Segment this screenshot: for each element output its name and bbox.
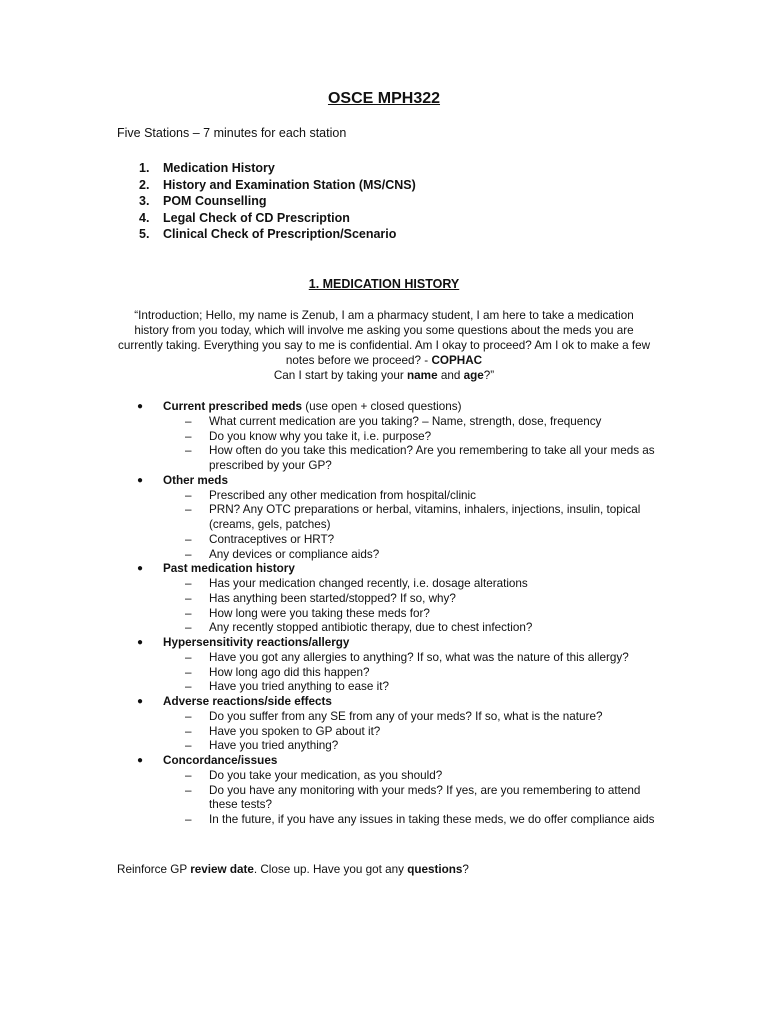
- checklist-question: [137, 784, 667, 814]
- checklist-category: [137, 400, 667, 415]
- category-label: [163, 562, 295, 577]
- category-title: Current prescribed meds: [163, 400, 302, 413]
- checklist-question: [137, 548, 667, 563]
- question-text: How long ago did this happen?: [209, 665, 370, 679]
- intro-script-age: age: [463, 369, 484, 382]
- checklist-question: [137, 769, 667, 784]
- question-text: Do you take your medication, as you should?: [209, 768, 443, 782]
- question-text: Have you spoken to GP about it?: [209, 724, 381, 738]
- closing-questions: questions: [407, 863, 463, 876]
- question-text: How often do you take this medication? Are you remembering to take all your meds as prescribed by your GP?: [209, 444, 655, 472]
- question-text: Any recently stopped antibiotic therapy, due to chest infection?: [209, 621, 533, 635]
- dash-icon: –: [185, 414, 192, 428]
- station-label: Legal Check of CD Prescription: [163, 210, 350, 225]
- question-text: What current medication are you taking? – Name, strength, dose, frequency: [209, 414, 602, 428]
- question-text: Have you got any allergies to anything? If so, what was the nature of this allergy?: [209, 650, 629, 664]
- question-text: Prescribed any other medication from hospital/clinic: [209, 488, 476, 502]
- checklist-question: [137, 577, 667, 592]
- checklist-question: [137, 444, 667, 474]
- category-label: [163, 636, 349, 651]
- checklist-question: [137, 666, 667, 681]
- dash-icon: –: [185, 547, 192, 561]
- checklist-question: [137, 651, 667, 666]
- category-title: Hypersensitivity reactions/allergy: [163, 636, 350, 649]
- question-text: PRN? Any OTC preparations or herbal, vitamins, inhalers, injections, insulin, topical (creams, gels, patches): [209, 503, 641, 531]
- intro-script-and: and: [437, 369, 464, 382]
- station-item: [139, 226, 416, 243]
- checklist-question: [137, 725, 667, 740]
- dash-icon: –: [185, 577, 192, 590]
- dash-icon: –: [185, 621, 192, 635]
- category-title: Other meds: [163, 473, 228, 487]
- station-number: 3.: [139, 194, 150, 208]
- intro-script-end: ?”: [483, 369, 495, 382]
- checklist-category: [137, 695, 667, 710]
- dash-icon: –: [185, 709, 192, 723]
- intro-script-cophac: COPHAC: [431, 354, 483, 367]
- question-text: How long were you taking these meds for?: [209, 606, 430, 620]
- bullet-icon: ●: [137, 755, 144, 766]
- question-text: Any devices or compliance aids?: [209, 547, 380, 561]
- checklist-category: [137, 474, 667, 489]
- section-heading: 1. MEDICATION HISTORY: [308, 277, 460, 291]
- category-label: [163, 474, 228, 489]
- station-item: [139, 193, 416, 210]
- stations-list: [139, 160, 416, 243]
- station-number: 4.: [139, 210, 150, 225]
- category-label: [163, 400, 462, 415]
- stations-intro: Five Stations – 7 minutes for each station: [117, 126, 347, 140]
- question-text: Have you tried anything to ease it?: [209, 680, 389, 694]
- dash-icon: –: [185, 532, 192, 546]
- checklist-question: [137, 710, 667, 725]
- checklist-question: [137, 430, 667, 445]
- checklist-question: [137, 533, 667, 548]
- medication-history-checklist: [137, 400, 667, 828]
- category-title: Adverse reactions/side effects: [163, 695, 332, 708]
- introduction-script: [117, 308, 651, 383]
- checklist-category: [137, 636, 667, 651]
- checklist-question: [137, 592, 667, 607]
- category-label: [163, 754, 277, 769]
- dash-icon: –: [185, 768, 192, 782]
- station-number: 5.: [139, 227, 150, 241]
- dash-icon: –: [185, 591, 192, 605]
- dash-icon: –: [185, 606, 192, 620]
- bullet-icon: ●: [137, 637, 144, 648]
- dash-icon: –: [185, 503, 192, 517]
- bullet-icon: ●: [137, 563, 144, 575]
- checklist-question: [137, 621, 667, 636]
- checklist-category: [137, 754, 667, 769]
- intro-script-name: name: [407, 369, 438, 382]
- question-text: Do you have any monitoring with your meds? If yes, are you remembering to attend these tests?: [209, 783, 641, 812]
- bullet-icon: ●: [137, 696, 144, 707]
- category-title: Past medication history: [163, 562, 295, 576]
- station-item: [139, 177, 416, 194]
- closing-text-a: Reinforce GP: [117, 863, 191, 876]
- checklist-category: [137, 562, 667, 577]
- checklist-question: [137, 739, 667, 754]
- closing-review-date: review date: [190, 863, 254, 876]
- category-title: Concordance/issues: [163, 754, 278, 767]
- checklist-question: [137, 813, 667, 828]
- question-text: Do you know why you take it, i.e. purpose?: [209, 429, 432, 443]
- question-text: Do you suffer from any SE from any of your meds? If so, what is the nature?: [209, 709, 603, 723]
- dash-icon: –: [185, 680, 192, 694]
- dash-icon: –: [185, 488, 192, 502]
- checklist-question: [137, 680, 667, 695]
- intro-script-text: “Introduction; Hello, my name is Zenub, I am a pharmacy student, I am here to take a medication history from you today, which will involve me asking you some questions about the meds you are currently taking. Everything you say to me is confidential. Am I okay to proceed? Am I ok to make a few notes before we proceed? -: [117, 309, 651, 367]
- dash-icon: –: [185, 650, 192, 664]
- question-text: Have you tried anything?: [209, 739, 339, 753]
- station-label: Medication History: [163, 161, 275, 175]
- station-label: History and Examination Station (MS/CNS): [163, 177, 416, 192]
- dash-icon: –: [185, 813, 192, 826]
- checklist-question: [137, 489, 667, 504]
- dash-icon: –: [185, 724, 192, 738]
- question-text: In the future, if you have any issues in taking these meds, we do offer compliance aids: [209, 813, 655, 826]
- checklist-question: [137, 607, 667, 622]
- category-note: (use open + closed questions): [302, 400, 462, 413]
- station-label: POM Counselling: [163, 194, 267, 208]
- checklist-question: [137, 503, 667, 533]
- closing-note: [117, 863, 469, 876]
- dash-icon: –: [185, 444, 192, 458]
- dash-icon: –: [185, 739, 192, 753]
- category-label: [163, 695, 332, 710]
- station-number: 1.: [139, 161, 150, 175]
- bullet-icon: ●: [137, 401, 144, 412]
- closing-text-c: . Close up. Have you got any: [253, 863, 408, 876]
- station-item: [139, 160, 416, 177]
- station-item: [139, 210, 416, 227]
- checklist-question: [137, 415, 667, 430]
- dash-icon: –: [185, 665, 192, 679]
- station-number: 2.: [139, 177, 150, 192]
- intro-script-line2: Can I start by taking your: [273, 369, 408, 382]
- document-title: OSCE MPH322: [327, 90, 441, 107]
- dash-icon: –: [185, 783, 192, 797]
- bullet-icon: ●: [137, 474, 144, 486]
- closing-text-e: ?: [462, 863, 469, 876]
- question-text: Has anything been started/stopped? If so, why?: [209, 591, 456, 605]
- question-text: Contraceptives or HRT?: [209, 532, 335, 546]
- dash-icon: –: [185, 429, 192, 443]
- station-label: Clinical Check of Prescription/Scenario: [163, 227, 397, 241]
- question-text: Has your medication changed recently, i.e. dosage alterations: [209, 577, 528, 590]
